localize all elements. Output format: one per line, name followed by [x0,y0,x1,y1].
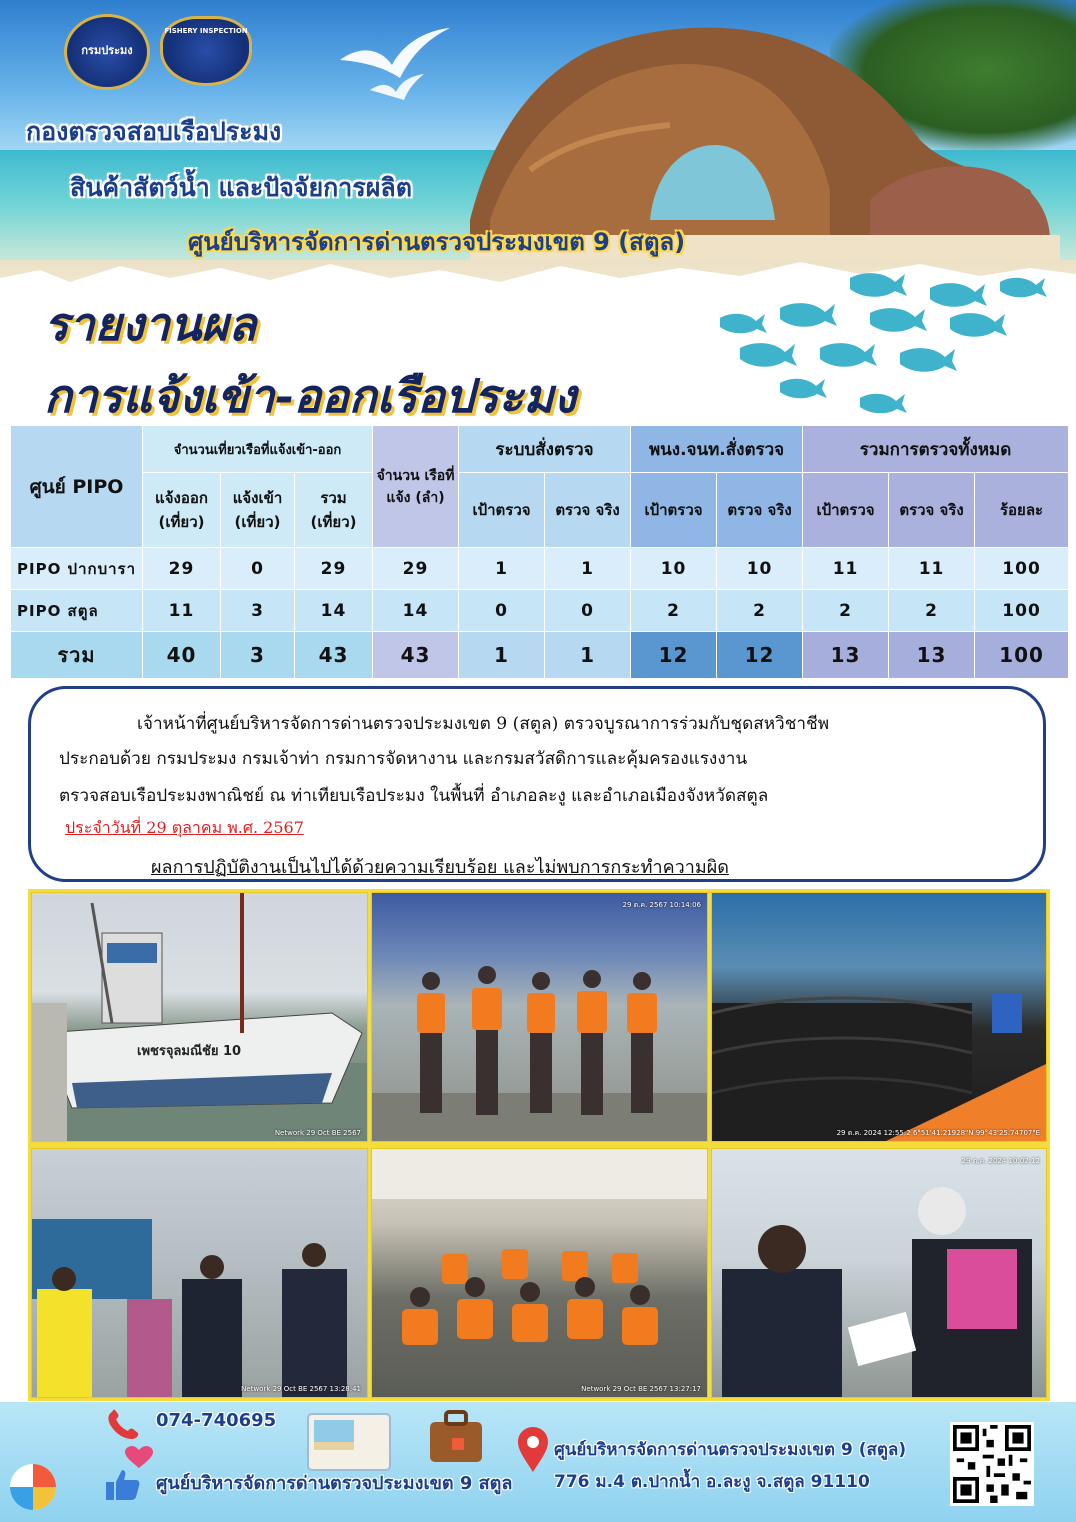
boat-name-text: เพชรจุลมณีชัย 10 [137,1044,242,1059]
cell-tot-actual: 2 [889,590,975,632]
boat-illustration [32,893,368,1142]
header-tot-actual: ตรวจ จริง [889,473,975,548]
table-row [11,548,1069,590]
header-officer: พนง.จนท.สั่งตรวจ [631,426,803,473]
header-in: แจ้งเข้า (เที่ยว) [221,473,295,548]
cell-sys-actual: 0 [545,590,631,632]
photo-stamp: 29 ต.ค. 2024 10:02:12 [961,1157,1040,1165]
nets-illustration [712,893,1047,1142]
cell-out: 29 [143,548,221,590]
notice-line2: ประกอบด้วย กรมประมง กรมเจ้าท่า กรมการจัดหางาน และกรมสวัสดิการและคุ้มครองแรงงาน [59,749,748,769]
photo-crew-lifevests [371,892,708,1142]
header-trips-group: จำนวนเที่ยวเรือที่แจ้งเข้า-ออก [143,426,373,473]
cell-sys-target: 1 [459,548,545,590]
photo-stamp: Network 29 Oct BE 2567 [274,1128,361,1137]
cell-sum: 29 [295,548,373,590]
notice-date: ประจำวันที่ 29 ตุลาคม พ.ศ. 2567 [65,818,304,837]
postcard-icon [306,1412,392,1472]
photo-crew-seated [371,1148,708,1398]
cell-in: 0 [221,548,295,590]
photo-stamp: Network 29 Oct BE 2567 13:28:41 [241,1384,361,1393]
department-of-fisheries-logo: กรมประมง [64,14,150,90]
thumbs-up-icon [102,1466,142,1502]
notice-line1: เจ้าหน้าที่ศูนย์บริหารจัดการด่านตรวจประมงเขต 9 (สตูล) ตรวจบูรณาการร่วมกับชุดสหวิชาชีพ [137,714,830,734]
cell-percent: 100 [975,590,1069,632]
cell-off-target: 10 [631,548,717,590]
pier-inspection-illustration [32,1149,368,1398]
location-pin-icon [516,1426,550,1474]
seagull-icon [330,20,460,110]
cell-sys-actual: 1 [545,548,631,590]
row-name: PIPO ปากบารา [11,548,143,590]
total-tot-actual: 13 [889,632,975,679]
total-sys-target: 1 [459,632,545,679]
notice-line3: ตรวจสอบเรือประมงพาณิชย์ ณ ท่าเทียบเรือประมง ในพื้นที่ อำเภอละงู และอำเภอเมืองจังหวัดสตูล [59,786,769,806]
header-sys-actual: ตรวจ จริง [545,473,631,548]
cell-in: 3 [221,590,295,632]
pipo-stats-table [10,425,1069,679]
cell-vessels: 14 [373,590,459,632]
cell-out: 11 [143,590,221,632]
org-name-line2: สินค้าสัตว์น้ำ และปัจจัยการผลิต [70,173,412,202]
org-name-line1: กองตรวจสอบเรือประมง [26,117,282,146]
org-name-line3: ศูนย์บริหารจัดการด่านตรวจประมงเขต 9 (สตูล) [188,228,686,256]
header-off-target: เป้าตรวจ [631,473,717,548]
header-center: ศูนย์ PIPO [11,426,143,548]
header-tot-target: เป้าตรวจ [803,473,889,548]
header-total-group: รวมการตรวจทั้งหมด [803,426,1069,473]
photo-fishing-boat [31,892,368,1142]
header-percent: ร้อยละ [975,473,1069,548]
cell-off-actual: 2 [717,590,803,632]
total-percent: 100 [975,632,1069,679]
photo-stamp: 29 ต.ค. 2024 12:55:2 6°51'41.21928"N 99°43'25.74707"E [836,1128,1040,1137]
footer [0,1402,1076,1522]
photo-fishing-nets [711,892,1047,1142]
total-sys-actual: 1 [545,632,631,679]
cell-sum: 14 [295,590,373,632]
beach-ball-icon [8,1462,58,1512]
cell-off-target: 2 [631,590,717,632]
crew-illustration [372,893,708,1142]
cell-percent: 100 [975,548,1069,590]
header-vessels: จำนวน เรือที่แจ้ง (ลำ) [373,426,459,548]
photo-stamp: 29 ต.ค. 2567 10:14:06 [622,901,701,909]
report-title-line2: การแจ้งเข้า-ออกเรือประมง [44,369,577,423]
photo-stamp: Network 29 Oct BE 2567 13:27:17 [581,1384,701,1393]
cell-tot-target: 2 [803,590,889,632]
photo-document-check [711,1148,1047,1398]
total-off-actual: 12 [717,632,803,679]
header-system: ระบบสั่งตรวจ [459,426,631,473]
suitcase-icon [426,1408,486,1464]
photo-pier-inspection [31,1148,368,1398]
cell-vessels: 29 [373,548,459,590]
phone-icon [104,1408,144,1442]
header-sum: รวม (เที่ยว) [295,473,373,548]
fish-school-icon [700,268,1070,418]
cell-sys-target: 0 [459,590,545,632]
total-sum: 43 [295,632,373,679]
cell-tot-actual: 11 [889,548,975,590]
header-sys-target: เป้าตรวจ [459,473,545,548]
total-vessels: 43 [373,632,459,679]
notice-result: ผลการปฏิบัติงานเป็นไปได้ด้วยความเรียบร้อย และไม่พบการกระทำความผิด [151,857,729,878]
photo-grid [28,889,1050,1401]
qr-code-icon[interactable] [950,1422,1034,1506]
document-check-illustration [712,1149,1047,1398]
row-name: PIPO สตูล [11,590,143,632]
crew-seated-illustration [372,1149,708,1398]
footer-address-line1: ศูนย์บริหารจัดการด่านตรวจประมงเขต 9 (สตูล) [554,1440,907,1460]
footer-facebook-page[interactable]: ศูนย์บริหารจัดการด่านตรวจประมงเขต 9 สตูล [156,1473,513,1494]
total-out: 40 [143,632,221,679]
table-total-row [11,632,1069,679]
total-off-target: 12 [631,632,717,679]
header-out: แจ้งออก (เที่ยว) [143,473,221,548]
footer-phone[interactable]: 074-740695 [156,1410,277,1431]
total-tot-target: 13 [803,632,889,679]
total-in: 3 [221,632,295,679]
table-row [11,590,1069,632]
total-name: รวม [11,632,143,679]
cell-tot-target: 11 [803,548,889,590]
header-off-actual: ตรวจ จริง [717,473,803,548]
footer-address-line2: 776 ม.4 ต.ปากน้ำ อ.ละงู จ.สตูล 91110 [554,1472,870,1492]
report-title-line1: รายงานผล [44,297,257,351]
fishery-inspection-logo: FISHERY INSPECTION [160,16,252,86]
notice-box [28,686,1046,882]
cell-off-actual: 10 [717,548,803,590]
